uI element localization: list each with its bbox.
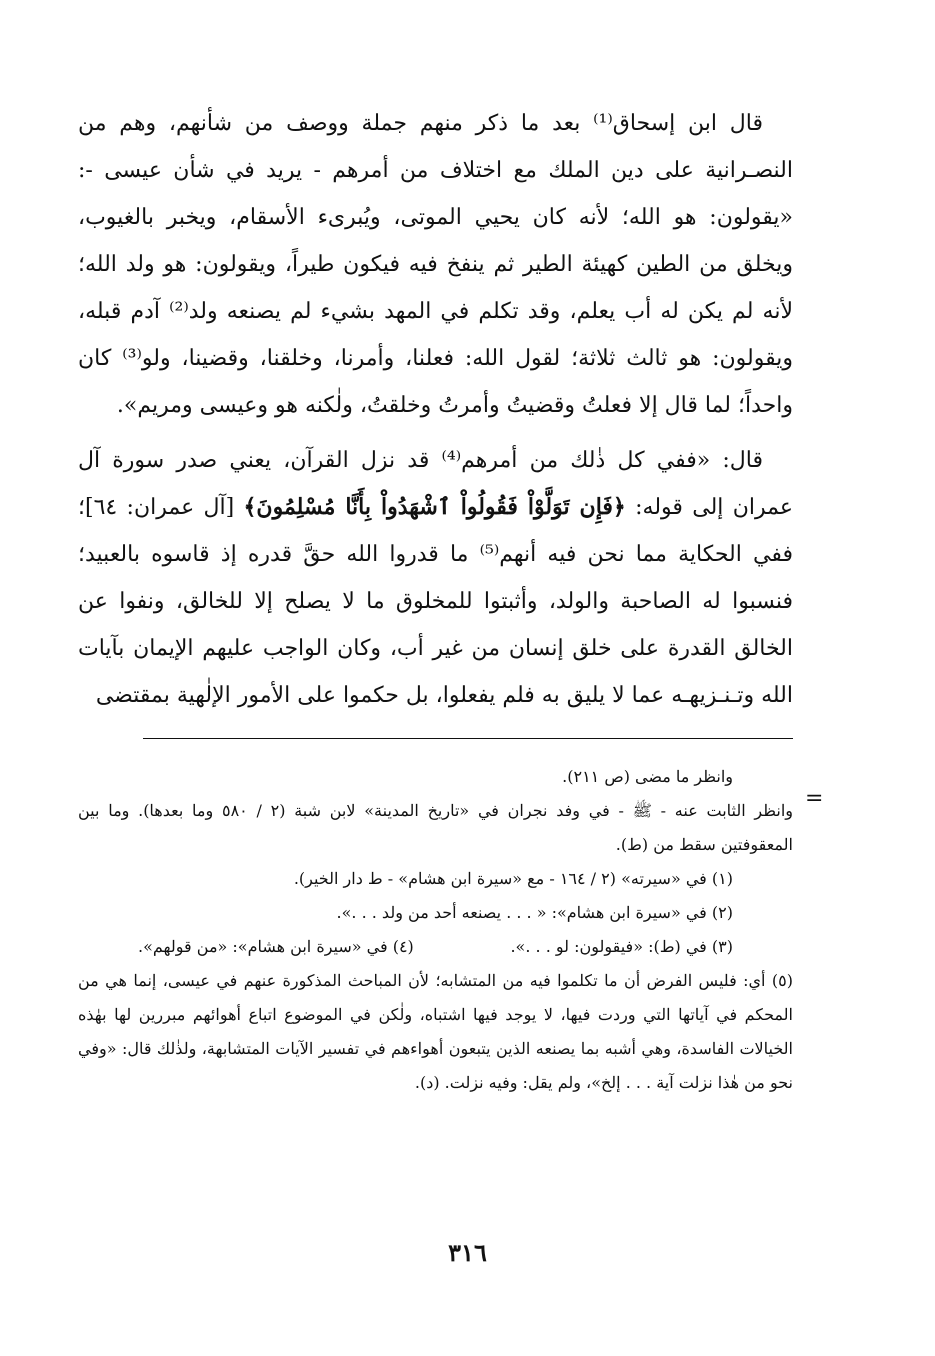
paragraph-2	[78, 437, 793, 719]
footnote-2: (٢) في «سيرة ابن هشام»: « . . . يصنعه أحد من ولد . . .».	[336, 903, 733, 922]
footnote-3: (٣) في (ط): «فيقولون: لو . . .».	[510, 937, 733, 956]
footnote-continuation-mark: =	[805, 786, 824, 811]
paragraph-2-end: [آل عمران: ٦٤]؛ ففي الحكاية مما نحن فيه أنهم⁽⁵⁾ ما قدروا الله حقَّ قدره إذ قاسوه بالعبيد؛ فنسبوا له الصاحبة والولد، وأثبتوا للمخلوق ما لا يصلح إلا للخالق، ونفوا عن الخالق القدرة على خلق إنسان من غير أب، وكان الواجب عليهم الإيمان بآيات الله وتـنـزيهـه عما لا يليق به فلم يفعلوا، بل حكموا على الأمور الإلٰهية بمقتضى	[78, 495, 793, 708]
footnote-4: (٤) في «سيرة ابن هشام»: «من قولهم».	[138, 937, 414, 956]
footnotes-3-4	[78, 930, 793, 964]
footnotes	[78, 760, 793, 1100]
paragraph-1: قال ابن إسحاق⁽¹⁾ بعد ما ذكر منهم جملة ووصف من شأنهم، وهم من النصـرانية على دين الملك مع اختلاف من أمرهم - يريد في شأن عيسى -: «يقولون: هو الله؛ لأنه كان يحيي الموتى، ويُبرىء الأسقام، ويخبر بالغيوب، ويخلق من الطين كهيئة الطير ثم ينفخ فيه فيكون طيراً، ويقولون: هو ولد الله؛ لأنه لم يكن له أب يعلم، وقد تكلم في المهد بشيء لم يصنعه ولد⁽²⁾ آدم قبله، ويقولون: هو ثالث ثلاثة؛ لقول الله: فعلنا، وأمرنا، وخلقنا، وقضينا، ولو⁽³⁾ كان واحداً؛ لما قال إلا فعلتُ وقضيتُ وأمرتُ وخلقتُ، ولٰكنه هو وعيسى ومريم».	[78, 111, 793, 418]
footnote-continuation-1: وانظر ما مضى (ص ٢١١).	[562, 767, 733, 786]
footnote-5: (٥) أي: فليس الفرض أن ما تكلموا فيه من المتشابه؛ لأن المباحث المذكورة عنهم في عيسى، إنما هي من المحكم في آياتها التي وردت فيها، لا يوجد فيها اشتباه، ولٰكن في الموضوع اتباع أهوائهم مبررين لها بهٰذه الخيالات الفاسدة، وهي أشبه بما يصنعه الذين يتبعون أهواءهم في تفسير الآيات المتشابهة، ولذٰلك قال: «وفي نحو من هٰذا نزلت آية . . . إلخ»، ولم يقل: وفيه نزلت. (د).	[78, 971, 793, 1092]
footnote-1: (١) في «سيرته» (٢ / ١٦٤ - مع «سيرة ابن هشام» - ط دار الخير).	[293, 869, 733, 888]
paragraph-2-start: قال: «ففي كل ذٰلك من أمرهم⁽⁴⁾ قد نزل القرآن، يعني صدر سورة آل عمران إلى قوله:	[78, 448, 793, 520]
quran-verse: ﴿فَإِن تَوَلَّوْاْ فَقُولُواْ ٱشْهَدُواْ بِأَنَّا مُسْلِمُونَ﴾	[243, 494, 626, 520]
page-number: ٣١٦	[448, 1238, 487, 1267]
footnote-separator	[143, 738, 793, 739]
main-text	[78, 100, 793, 719]
footnote-continuation-2: وانظر الثابت عنه - ﷺ - في وفد نجران في «تاريخ المدينة» لابن شبة (٢ / ٥٨٠ وما بعدها). وما بين المعقوفتين سقط من (ط).	[78, 801, 794, 854]
